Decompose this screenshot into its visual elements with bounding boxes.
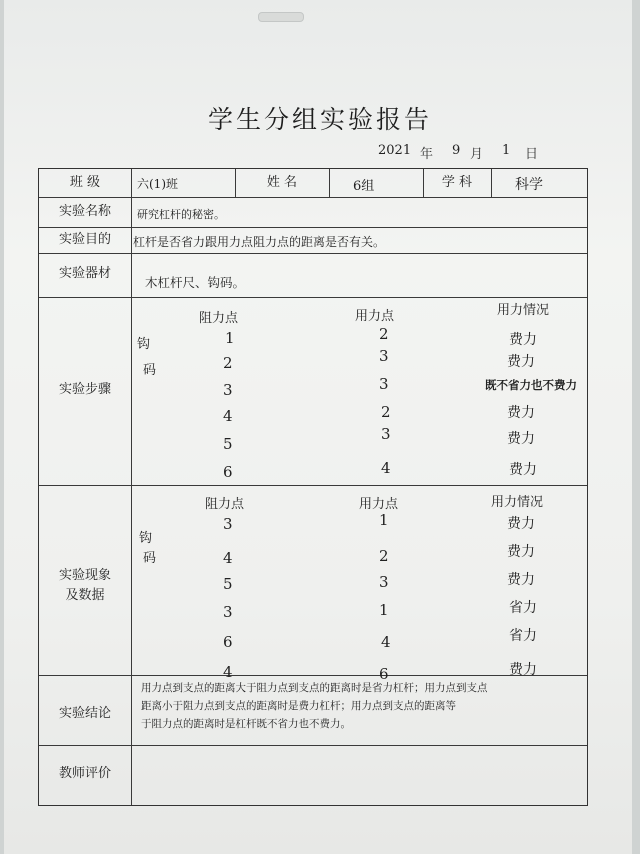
steps-side-label-1: 钩 <box>137 337 151 352</box>
data-result: 费力 <box>507 516 535 532</box>
page-title: 学生分组实验报告 <box>207 105 432 134</box>
steps-header-effort: 用力点 <box>355 309 395 324</box>
data-resistance: 3 <box>223 515 233 533</box>
steps-effort: 2 <box>381 403 391 421</box>
data-header-effort: 用力点 <box>359 497 399 512</box>
data-side-label-2: 码 <box>143 551 157 566</box>
data-result: 费力 <box>507 544 535 560</box>
data-result: 省力 <box>509 600 537 616</box>
steps-resistance: 4 <box>223 407 233 425</box>
data-effort: 6 <box>379 665 389 683</box>
data-result: 费力 <box>509 662 537 678</box>
experiment-name-label: 实验名称 <box>58 204 111 219</box>
steps-result: 费力 <box>507 405 535 421</box>
date-day-unit: 日 <box>525 147 539 162</box>
data-header-result: 用力情况 <box>491 495 544 510</box>
teacher-eval-label: 教师评价 <box>58 766 111 781</box>
experiment-name-value: 研究杠杆的秘密。 <box>137 208 225 221</box>
conclusion-line: 用力点到支点的距离大于阻力点到支点的距离时是省力杠杆；用力点到支点 <box>141 682 488 694</box>
conclusion-label: 实验结论 <box>58 706 111 721</box>
experiment-purpose-label: 实验目的 <box>58 232 111 247</box>
data-effort: 3 <box>379 573 389 591</box>
binder-clip <box>258 12 304 22</box>
data-label-1: 实验现象 <box>58 568 111 583</box>
date-month-unit: 月 <box>470 147 484 162</box>
data-result: 费力 <box>507 572 535 588</box>
class-label: 班 级 <box>69 175 101 190</box>
equipment-label: 实验器材 <box>58 266 111 281</box>
steps-effort: 3 <box>381 425 391 443</box>
date-month: 9 <box>452 143 461 158</box>
steps-result: 既不省力也不费力 <box>485 378 577 392</box>
data-effort: 1 <box>379 601 389 619</box>
steps-result: 费力 <box>509 332 537 348</box>
report-form <box>38 168 588 806</box>
data-resistance: 4 <box>223 663 233 681</box>
steps-side-label-2: 码 <box>143 363 157 378</box>
steps-resistance: 2 <box>223 354 233 372</box>
name-value: 6组 <box>353 179 375 194</box>
steps-resistance: 5 <box>223 435 233 453</box>
data-effort: 4 <box>381 633 391 651</box>
steps-resistance: 1 <box>225 329 235 347</box>
data-resistance: 6 <box>223 633 233 651</box>
steps-resistance: 3 <box>223 381 233 399</box>
data-effort: 1 <box>379 511 389 529</box>
date-year: 2021 <box>378 143 412 158</box>
class-value: 六(1)班 <box>137 177 178 191</box>
experiment-purpose-value: 杠杆是否省力跟用力点阻力点的距离是否有关。 <box>133 235 386 249</box>
steps-result: 费力 <box>507 431 535 447</box>
subject-value: 科学 <box>515 177 543 193</box>
conclusion-text <box>141 679 587 733</box>
date-year-unit: 年 <box>420 147 434 162</box>
data-side-label-1: 钩 <box>139 531 153 546</box>
steps-effort: 2 <box>379 325 389 343</box>
date-day: 1 <box>502 143 511 158</box>
steps-resistance: 6 <box>223 463 233 481</box>
conclusion-line: 距离小于阻力点到支点的距离时是费力杠杆；用力点到支点的距离等 <box>141 700 456 712</box>
data-resistance: 4 <box>223 549 233 567</box>
data-result: 省力 <box>509 628 537 644</box>
steps-result: 费力 <box>507 354 535 370</box>
data-header-resistance: 阻力点 <box>205 497 245 512</box>
steps-header-resistance: 阻力点 <box>199 311 239 326</box>
steps-result: 费力 <box>509 462 537 478</box>
data-resistance: 5 <box>223 575 233 593</box>
steps-label: 实验步骤 <box>58 382 111 397</box>
subject-label: 学 科 <box>441 175 473 190</box>
data-label-2: 及数据 <box>65 588 105 603</box>
data-effort: 2 <box>379 547 389 565</box>
name-label: 姓 名 <box>266 175 298 190</box>
steps-header-result: 用力情况 <box>497 303 550 318</box>
steps-effort: 3 <box>379 375 389 393</box>
equipment-value: 木杠杆尺、钩码。 <box>145 275 246 290</box>
steps-effort: 4 <box>381 459 391 477</box>
data-resistance: 3 <box>223 603 233 621</box>
steps-effort: 3 <box>379 347 389 365</box>
conclusion-line: 于阻力点的距离时是杠杆既不省力也不费力。 <box>141 718 351 730</box>
